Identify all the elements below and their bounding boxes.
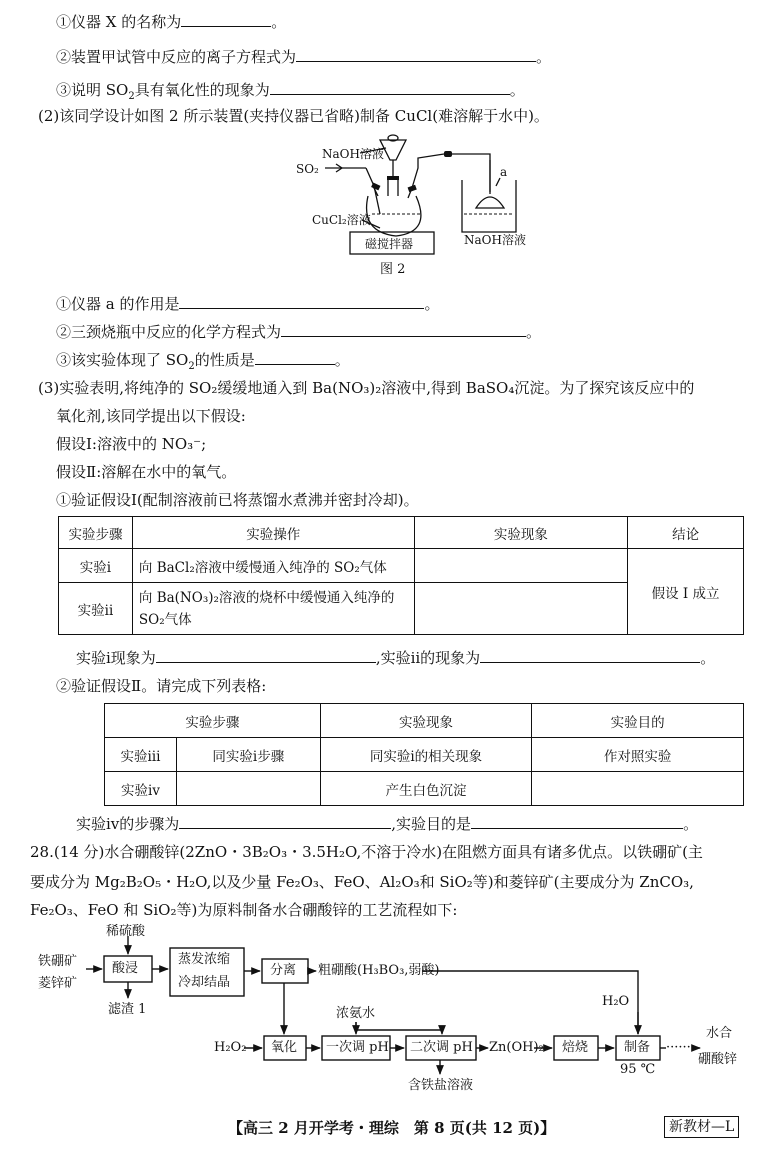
table-row-step: 实验ⅰ <box>59 549 133 583</box>
flow-prepare: 制备 <box>624 1040 651 1055</box>
flow-dots: ······ <box>666 1040 691 1055</box>
table-row-goal <box>532 772 744 806</box>
q3-step4-line: 实验ⅳ的步骤为 ,实验目的是 。 <box>76 815 699 833</box>
table-row-phenomenon <box>414 549 628 583</box>
flow-h2o2: H₂O₂ <box>214 1040 247 1055</box>
table-row-operation: 向 BaCl₂溶液中缓慢通入纯净的 SO₂气体 <box>132 549 414 583</box>
flow-product-line1: 水合 <box>706 1026 733 1041</box>
table-row-operation: 同实验ⅰ步骤 <box>176 738 320 772</box>
flow-acid-leach: 酸浸 <box>112 961 139 976</box>
table-row-step: 实验ⅱ <box>59 583 133 635</box>
table-row-goal: 作对照实验 <box>532 738 744 772</box>
q2-item2: ②三颈烧瓶中反应的化学方程式为 。 <box>56 323 542 341</box>
flow-dilute-acid: 稀硫酸 <box>106 924 146 939</box>
q3-line1: (3)实验表明,将纯净的 SO₂缓缓地通入到 Ba(NO₃)₂溶液中,得到 BaSO₄沉淀。为了探究该反应中的 <box>38 379 695 397</box>
label-stirrer: 磁搅拌器 <box>365 237 414 251</box>
q2-item1: ①仪器 a 的作用是 。 <box>56 295 440 313</box>
q2-item3: ③该实验体现了 $SO_2$的性质是 。 <box>56 351 350 372</box>
th-step: 实验步骤 <box>59 517 133 549</box>
table-row-step: 实验ⅳ <box>105 772 177 806</box>
flow-temperature: 95 ℃ <box>620 1062 656 1077</box>
q1-item3: ③说明 $SO_2$具有氧化性的现象为 。 <box>56 81 525 102</box>
table-verify-hypothesis-2 <box>104 703 744 806</box>
th-phenomenon: 实验现象 <box>414 517 628 549</box>
label-naoh-beaker: NaOH溶液 <box>464 233 526 247</box>
flow-residue-1: 滤渣 1 <box>108 1002 147 1017</box>
flow-oxidize: 氧化 <box>271 1040 298 1055</box>
label-instrument-a: a <box>500 165 508 179</box>
flow-fe-salt-solution: 含铁盐溶液 <box>408 1078 474 1093</box>
flow-product-line2: 硼酸锌 <box>698 1052 738 1067</box>
th-goal: 实验目的 <box>532 704 744 738</box>
flow-ore-2: 菱锌矿 <box>38 976 78 991</box>
q3-line2: 氧化剂,该同学提出以下假设: <box>56 407 246 425</box>
flow-crude-boric-acid: 粗硼酸(H₃BO₃,弱酸) <box>318 963 440 978</box>
page-footer: 【高三 2 月开学考・理综 第 8 页(共 12 页)】 <box>228 1119 556 1137</box>
q28-line3: Fe₂O₃、FeO 和 SiO₂等)为原料制备水合硼酸锌的工艺流程如下: <box>30 901 458 919</box>
q3-verify-1: ①验证假设Ⅰ(配制溶液前已将蒸馏水煮沸并密封冷却)。 <box>56 491 419 509</box>
table-row-step: 实验ⅲ <box>105 738 177 772</box>
q1-item2: ②装置甲试管中反应的离子方程式为 。 <box>56 48 552 66</box>
flow-ammonia: 浓氨水 <box>336 1006 376 1021</box>
flow-ore-1: 铁硼矿 <box>38 954 78 969</box>
operation-line-1: 向 Ba(NO₃)₂溶液的烧杯中缓慢通入纯净的 <box>138 589 395 606</box>
th-operation: 实验操作 <box>132 517 414 549</box>
flow-ph1: 一次调 pH <box>326 1040 389 1055</box>
th-phenomenon: 实验现象 <box>320 704 532 738</box>
q3-verify-2: ②验证假设Ⅱ。请完成下列表格: <box>56 677 267 695</box>
q2-intro: (2)该同学设计如图 2 所示装置(夹持仪器已省略)制备 CuCl(难溶解于水中)。 <box>38 107 549 125</box>
flow-evap-1: 蒸发浓缩 <box>178 952 231 967</box>
figure-2-caption: 图 2 <box>380 262 406 277</box>
table-row-operation <box>132 583 414 635</box>
q3-hypothesis-2: 假设Ⅱ:溶解在水中的氧气。 <box>56 463 237 481</box>
th-conclusion: 结论 <box>628 517 744 549</box>
edition-badge: 新教材—L <box>664 1116 739 1138</box>
table-row-operation <box>176 772 320 806</box>
label-naoh-funnel: NaOH溶液 <box>322 147 384 161</box>
flow-separate: 分离 <box>270 963 297 978</box>
table-verify-hypothesis-1 <box>58 516 744 635</box>
table-row-phenomenon: 产生白色沉淀 <box>320 772 532 806</box>
q1-item1: ①仪器 X 的名称为 。 <box>56 13 287 31</box>
th-step: 实验步骤 <box>105 704 321 738</box>
label-so2-inlet: SO₂ <box>296 162 319 176</box>
flow-ph2: 二次调 pH <box>410 1040 473 1055</box>
operation-line-2: SO₂气体 <box>138 611 192 628</box>
label-cucl2: CuCl₂溶液 <box>312 213 371 227</box>
flow-calcine: 焙烧 <box>562 1040 589 1055</box>
q28-line1: 28.(14 分)水合硼酸锌(2ZnO・3B₂O₃・3.5H₂O,不溶于冷水)在阻燃方面具有诸多优点。以铁硼矿(主 <box>30 843 703 861</box>
q3-hypothesis-1: 假设Ⅰ:溶液中的 NO₃⁻; <box>56 435 207 453</box>
table-row-phenomenon <box>414 583 628 635</box>
flow-zn-oh2: Zn(OH)₂ <box>489 1040 544 1055</box>
q28-line2: 要成分为 Mg₂B₂O₅・H₂O,以及少量 Fe₂O₃、FeO、Al₂O₃和 SiO₂等)和菱锌矿(主要成分为 ZnCO₃, <box>30 873 694 891</box>
flow-evap-2: 冷却结晶 <box>178 975 231 990</box>
table-row-phenomenon: 同实验ⅰ的相关现象 <box>320 738 532 772</box>
q3-observation-line: 实验ⅰ现象为 ,实验ⅱ的现象为 。 <box>76 649 716 667</box>
table-row-conclusion: 假设 Ⅰ 成立 <box>628 549 744 635</box>
flow-h2o: H₂O <box>602 994 630 1009</box>
